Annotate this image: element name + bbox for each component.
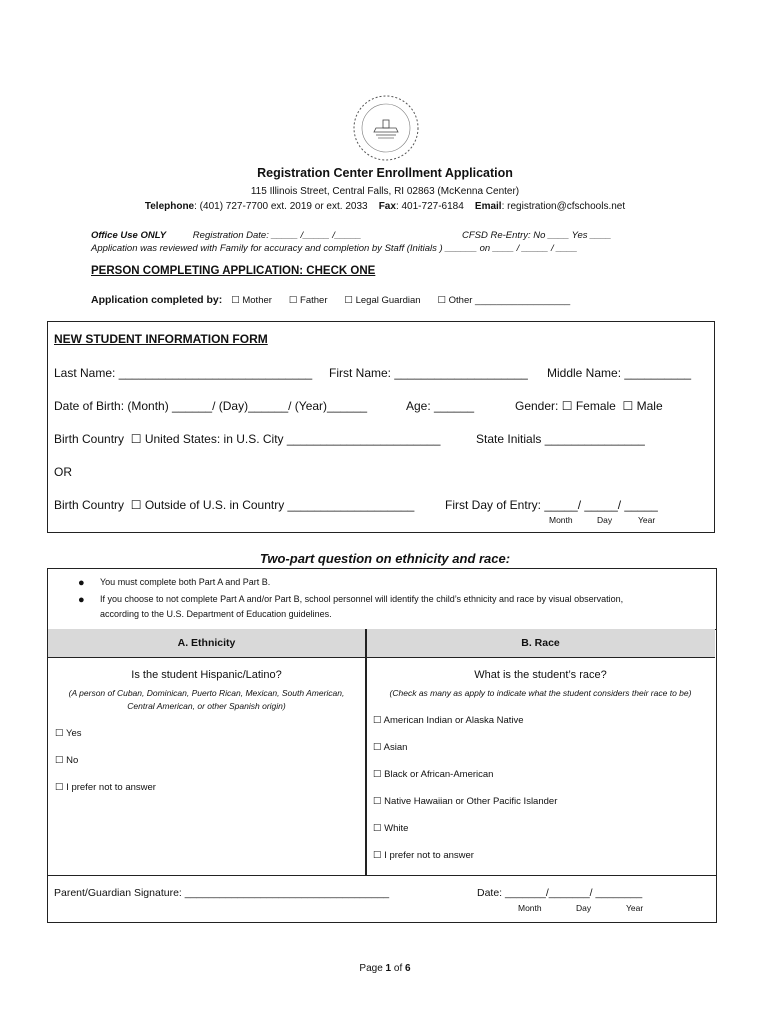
last-name-field[interactable]: Last Name: _____________________________ — [54, 366, 313, 380]
middle-name-field[interactable]: Middle Name: __________ — [547, 366, 692, 380]
gender-label: Gender: — [515, 399, 559, 413]
option-label: Father — [300, 295, 328, 306]
address: 115 Illinois Street, Central Falls, RI 02863 (McKenna Center) — [250, 186, 520, 197]
gender-male: Male — [636, 399, 663, 413]
gender-female: Female — [575, 399, 616, 413]
us-city-field[interactable]: United States: in U.S. City _______________________ — [144, 432, 441, 446]
student-form-heading: NEW STUDENT INFORMATION FORM — [54, 332, 268, 346]
month-caption: Month — [549, 515, 573, 525]
review-line: Application was reviewed with Family for accuracy and completion by Staff (Initials ) ______ on ____ / _____ / ____ — [91, 243, 578, 254]
signature-box — [47, 875, 717, 923]
page-prefix: Page — [359, 963, 386, 974]
part-b-question: What is the student’s race? — [474, 669, 607, 681]
page-current: 1 — [385, 963, 392, 974]
checkbox-icon[interactable]: ☐ — [561, 399, 573, 413]
option-father[interactable] — [289, 295, 328, 306]
dob-field[interactable]: Date of Birth: (Month) ______/ (Day)______/ (Year)______ — [54, 399, 368, 413]
state-initials-field[interactable]: State Initials _______________ — [476, 432, 645, 446]
checkbox-icon[interactable]: ☐ — [373, 742, 382, 753]
year-caption: Year — [638, 515, 656, 525]
birth-country-outside — [54, 498, 414, 512]
option-label: I prefer not to answer — [384, 850, 474, 861]
option-label: Black or African-American — [384, 769, 494, 780]
checkbox-icon[interactable]: ☐ — [437, 295, 447, 306]
birth-country-label: Birth Country — [54, 498, 125, 512]
signature-field[interactable]: Parent/Guardian Signature: ___________________________________ — [54, 887, 390, 899]
checkbox-icon[interactable]: ☐ — [55, 728, 64, 739]
part-b-instruction: (Check as many as apply to indicate what the student considers their race to be) — [389, 688, 692, 698]
email-label: Email — [474, 201, 502, 212]
first-name-field[interactable]: First Name: ____________________ — [329, 366, 528, 380]
ethnicity-prefer-not[interactable] — [55, 782, 156, 793]
option-other[interactable] — [437, 295, 570, 306]
ethnicity-race-table — [47, 568, 717, 876]
office-use-label: Office Use ONLY — [91, 230, 167, 241]
race-american-indian[interactable] — [373, 715, 524, 726]
birth-country-label: Birth Country — [54, 432, 125, 446]
checkbox-icon[interactable]: ☐ — [373, 823, 382, 834]
page-of: of — [391, 963, 406, 974]
bullet-icon: ● — [78, 594, 85, 606]
day-caption: Day — [576, 903, 592, 913]
option-label: Other __________________ — [448, 295, 571, 306]
option-label: Native Hawaiian or Other Pacific Islander — [384, 796, 558, 807]
race-white[interactable] — [373, 823, 408, 834]
part-a-question: Is the student Hispanic/Latino? — [131, 669, 282, 681]
checkbox-icon[interactable]: ☐ — [373, 796, 382, 807]
first-day-entry-field[interactable]: First Day of Entry: _____/ _____/ _____ — [445, 498, 658, 512]
option-label: No — [66, 755, 79, 766]
option-label: I prefer not to answer — [66, 782, 156, 793]
bullet-text: You must complete both Part A and Part B. — [100, 577, 271, 587]
checkbox-icon[interactable]: ☐ — [55, 782, 64, 793]
checkbox-icon[interactable]: ☐ — [231, 295, 240, 306]
email-value: : registration@cfschools.net — [501, 201, 626, 212]
age-field[interactable]: Age: ______ — [406, 399, 475, 413]
option-label: Legal Guardian — [355, 295, 421, 306]
option-label: Yes — [66, 728, 82, 739]
part-a-header: A. Ethnicity — [48, 629, 365, 658]
option-label: Mother — [242, 295, 272, 306]
race-native-hawaiian[interactable] — [373, 796, 557, 807]
list-item — [78, 577, 271, 589]
birth-country-us — [54, 432, 440, 446]
checkbox-icon[interactable]: ☐ — [373, 715, 382, 726]
checkbox-icon[interactable]: ☐ — [130, 432, 142, 446]
list-item — [78, 594, 624, 606]
office-use-line — [91, 230, 612, 241]
telephone-value: : (401) 727-7700 ext. 2019 or ext. 2033 — [194, 201, 368, 212]
bullet-continuation: according to the U.S. Department of Education guidelines. — [100, 609, 332, 619]
signature-date-field[interactable]: Date: _______/_______/ ________ — [477, 887, 643, 899]
ethnicity-race-heading: Two-part question on ethnicity and race: — [259, 551, 511, 566]
checkbox-icon[interactable]: ☐ — [55, 755, 64, 766]
application-completed-by — [91, 294, 584, 306]
column-divider — [365, 629, 367, 875]
option-label: White — [384, 823, 409, 834]
or-text: OR — [54, 465, 72, 479]
race-black[interactable] — [373, 769, 493, 780]
bullet-icon: ● — [78, 577, 85, 589]
person-completing-heading: PERSON COMPLETING APPLICATION: CHECK ONE — [91, 265, 376, 277]
race-prefer-not[interactable] — [373, 850, 474, 861]
part-b-header: B. Race — [366, 629, 715, 658]
new-student-form — [47, 321, 715, 533]
part-a-instruction-2: Central American, or other Spanish origin) — [127, 701, 286, 711]
bullet-text: If you choose to not complete Part A and/or Part B, school personnel will identify the child’s ethnicity and race by visual observation, — [100, 594, 624, 604]
completed-by-label: Application completed by: — [91, 294, 223, 306]
gender-field — [515, 399, 663, 413]
race-asian[interactable] — [373, 742, 407, 753]
checkbox-icon[interactable]: ☐ — [373, 850, 382, 861]
option-legal-guardian[interactable] — [344, 295, 420, 306]
registration-date: Registration Date: _____ /_____ /_____ — [192, 230, 362, 241]
fax-label: Fax — [378, 201, 396, 212]
option-mother[interactable] — [231, 295, 272, 306]
page-number — [0, 963, 770, 974]
ethnicity-no[interactable] — [55, 755, 78, 766]
telephone-label: Telephone — [144, 201, 195, 212]
page-total: 6 — [405, 963, 411, 974]
option-label: Asian — [383, 742, 408, 753]
option-label: American Indian or Alaska Native — [383, 715, 524, 726]
checkbox-icon[interactable]: ☐ — [130, 498, 142, 512]
checkbox-icon[interactable]: ☐ — [344, 295, 353, 306]
month-caption: Month — [518, 903, 542, 913]
instructions-list — [48, 569, 716, 630]
day-caption: Day — [597, 515, 613, 525]
school-seal-logo — [352, 94, 420, 162]
outside-country-field[interactable]: Outside of U.S. in Country ___________________ — [144, 498, 415, 512]
year-caption: Year — [626, 903, 644, 913]
form-title: Registration Center Enrollment Application — [257, 166, 513, 180]
checkbox-icon[interactable]: ☐ — [622, 399, 634, 413]
part-a-instruction-1: (A person of Cuban, Dominican, Puerto Rican, Mexican, South American, — [68, 688, 345, 698]
contact-line — [0, 201, 770, 212]
checkbox-icon[interactable]: ☐ — [373, 769, 382, 780]
ethnicity-yes[interactable] — [55, 728, 82, 739]
fax-value: : 401-727-6184 — [395, 201, 464, 212]
cfsd-reentry: CFSD Re-Entry: No ____ Yes ____ — [462, 230, 612, 241]
checkbox-icon[interactable]: ☐ — [288, 295, 298, 306]
